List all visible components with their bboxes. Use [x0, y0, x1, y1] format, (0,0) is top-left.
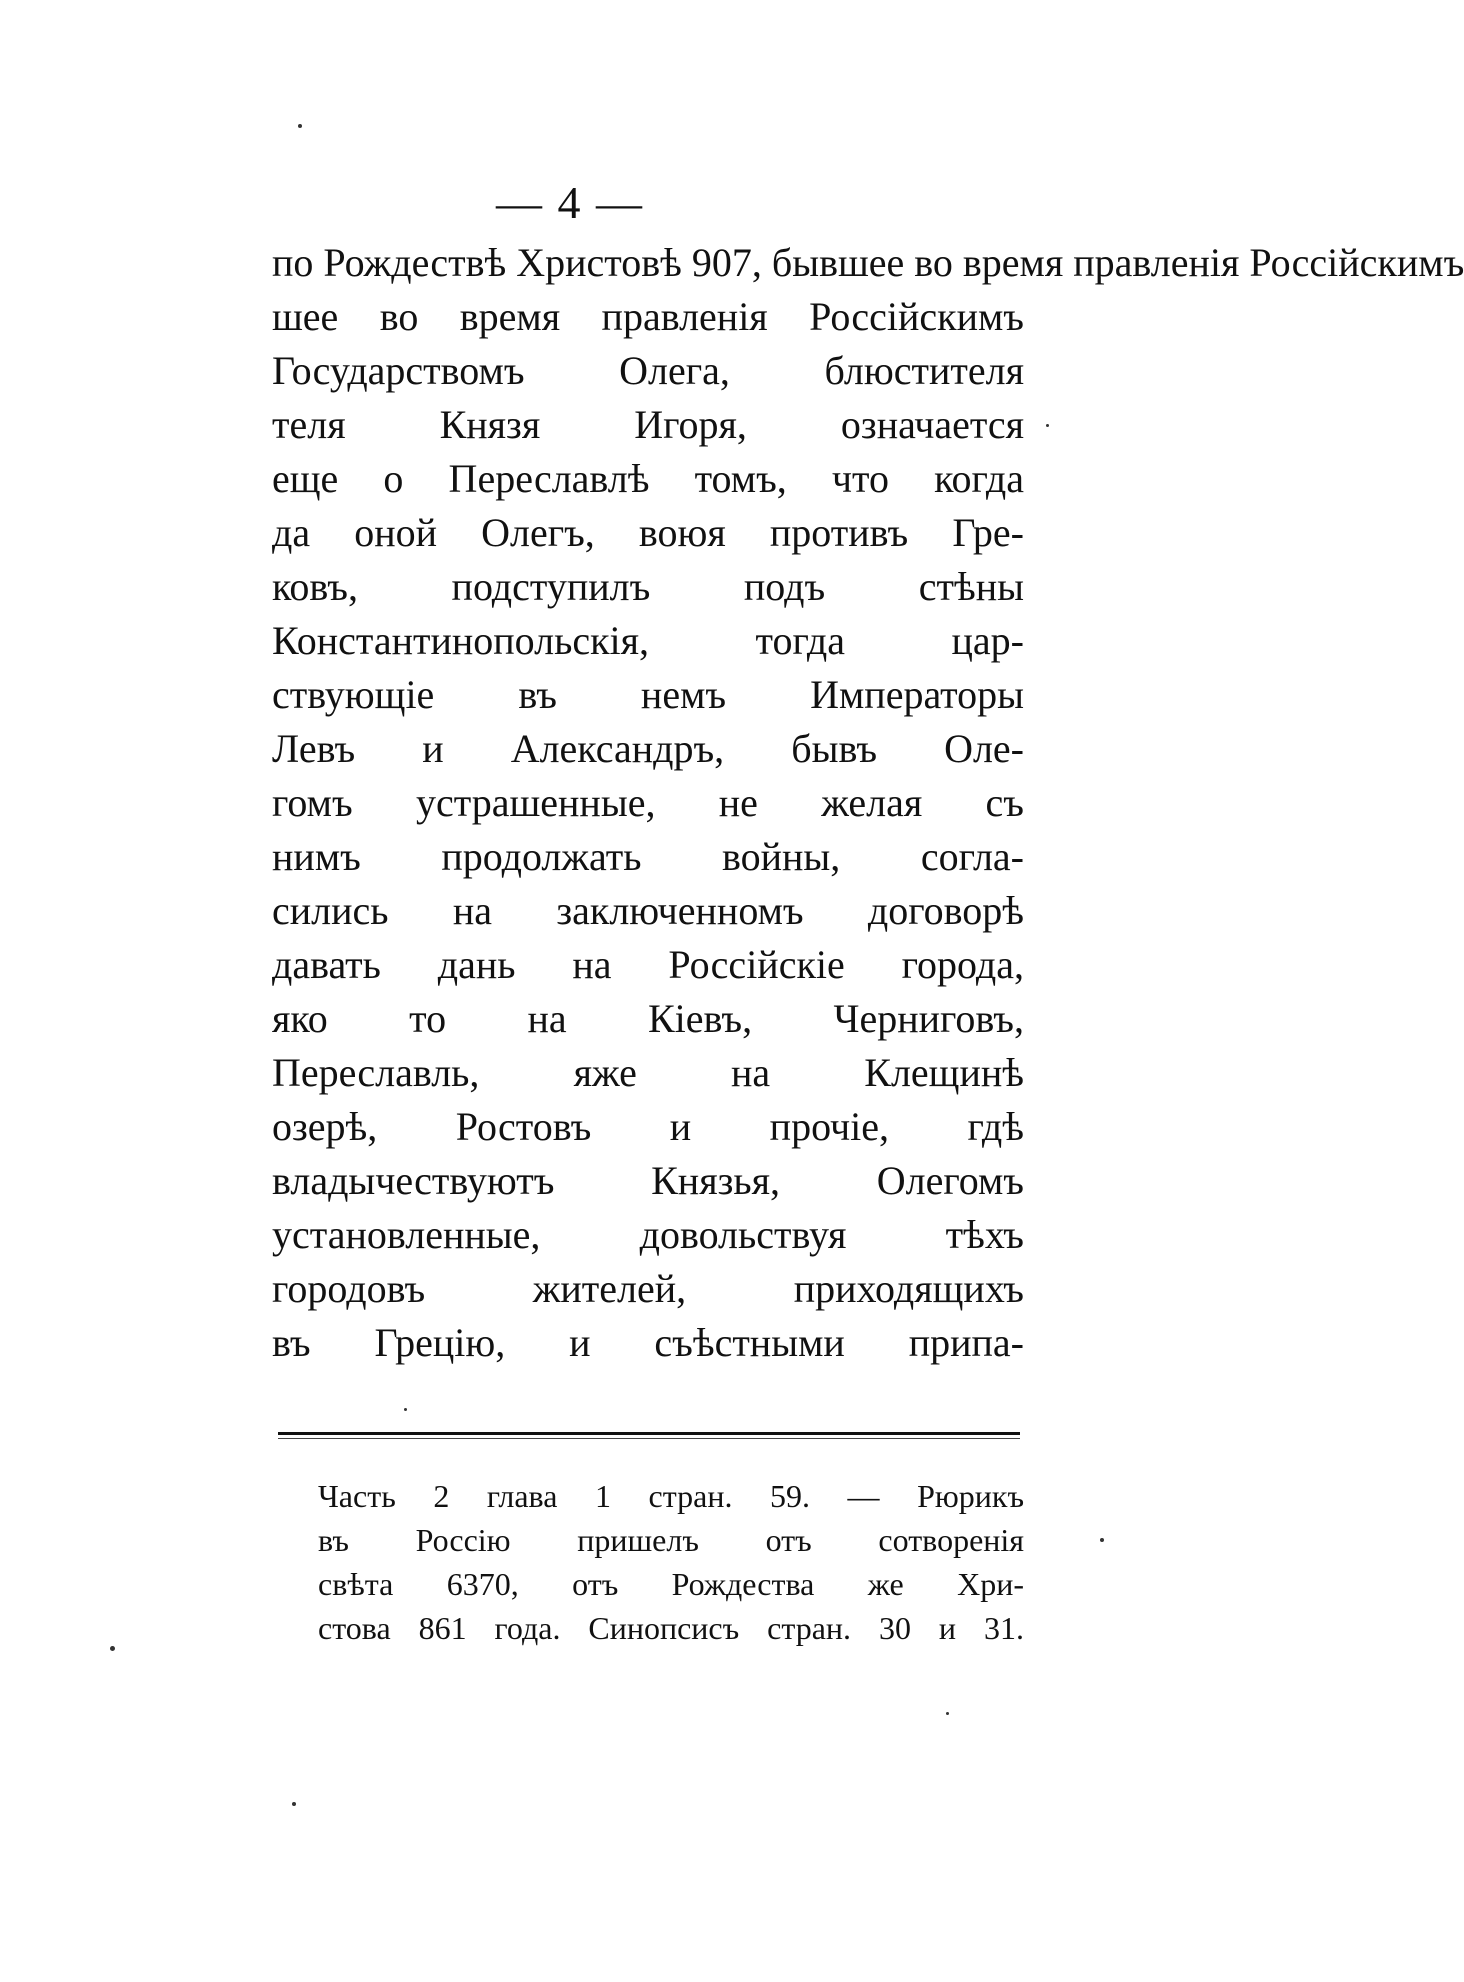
text-line: Левъ и Александръ, бывъ Оле- — [272, 726, 1024, 771]
text-line: по Рождествѣ Христовѣ 907, бывшее во время правленія Россійскимъ — [272, 240, 1464, 285]
main-text — [272, 236, 1464, 1370]
footnote — [318, 1474, 1024, 1650]
text-line: владычествуютъ Князья, Олегомъ — [272, 1158, 1024, 1203]
paper-speck — [298, 124, 302, 128]
paper-speck — [1046, 424, 1049, 427]
paper-speck — [946, 1712, 949, 1715]
text-line: сились на заключенномъ договорѣ — [272, 888, 1024, 933]
text-line: теля Князя Игоря, означается — [272, 402, 1024, 447]
text-line: Переславль, яже на Клещинѣ — [272, 1050, 1024, 1095]
text-line: гомъ устрашенные, не желая съ — [272, 780, 1024, 825]
text-line: Константинопольскія, тогда цар- — [272, 618, 1024, 663]
footnote-line: стова 861 года. Синопсисъ стран. 30 и 31. — [318, 1610, 1024, 1646]
footnote-divider-thin — [278, 1438, 1020, 1439]
text-line: яко то на Кіевъ, Черниговъ, — [272, 996, 1024, 1041]
page-number: — 4 — — [496, 177, 644, 228]
paper-speck — [404, 1408, 407, 1411]
paper-speck — [1100, 1538, 1104, 1542]
text-line: да оной Олегъ, воюя противъ Гре- — [272, 510, 1024, 555]
paper-speck — [292, 1802, 296, 1806]
text-line: ковъ, подступилъ подъ стѣны — [272, 564, 1024, 609]
footnote-divider — [278, 1432, 1020, 1435]
text-line: шее во время правленія Россійскимъ — [272, 294, 1024, 339]
text-line: еще о Переславлѣ томъ, что когда — [272, 456, 1024, 501]
text-line: нимъ продолжать войны, согла- — [272, 834, 1024, 879]
footnote-line: Часть 2 глава 1 стран. 59. — Рюрикъ — [318, 1478, 1024, 1514]
text-line: городовъ жителей, приходящихъ — [272, 1266, 1024, 1311]
footnote-line: свѣта 6370, отъ Рождества же Хри- — [318, 1566, 1024, 1602]
footnote-line: въ Россію пришелъ отъ сотворенія — [318, 1522, 1024, 1558]
text-line: давать дань на Россійскіе города, — [272, 942, 1024, 987]
text-line: озерѣ, Ростовъ и прочіе, гдѣ — [272, 1104, 1024, 1149]
text-line: въ Грецію, и съѣстными припа- — [272, 1320, 1024, 1365]
paper-speck — [110, 1646, 115, 1651]
text-line: Государствомъ Олега, блюстителя — [272, 348, 1024, 393]
text-line: установленные, довольствуя тѣхъ — [272, 1212, 1024, 1257]
text-line: ствующіе въ немъ Императоры — [272, 672, 1024, 717]
